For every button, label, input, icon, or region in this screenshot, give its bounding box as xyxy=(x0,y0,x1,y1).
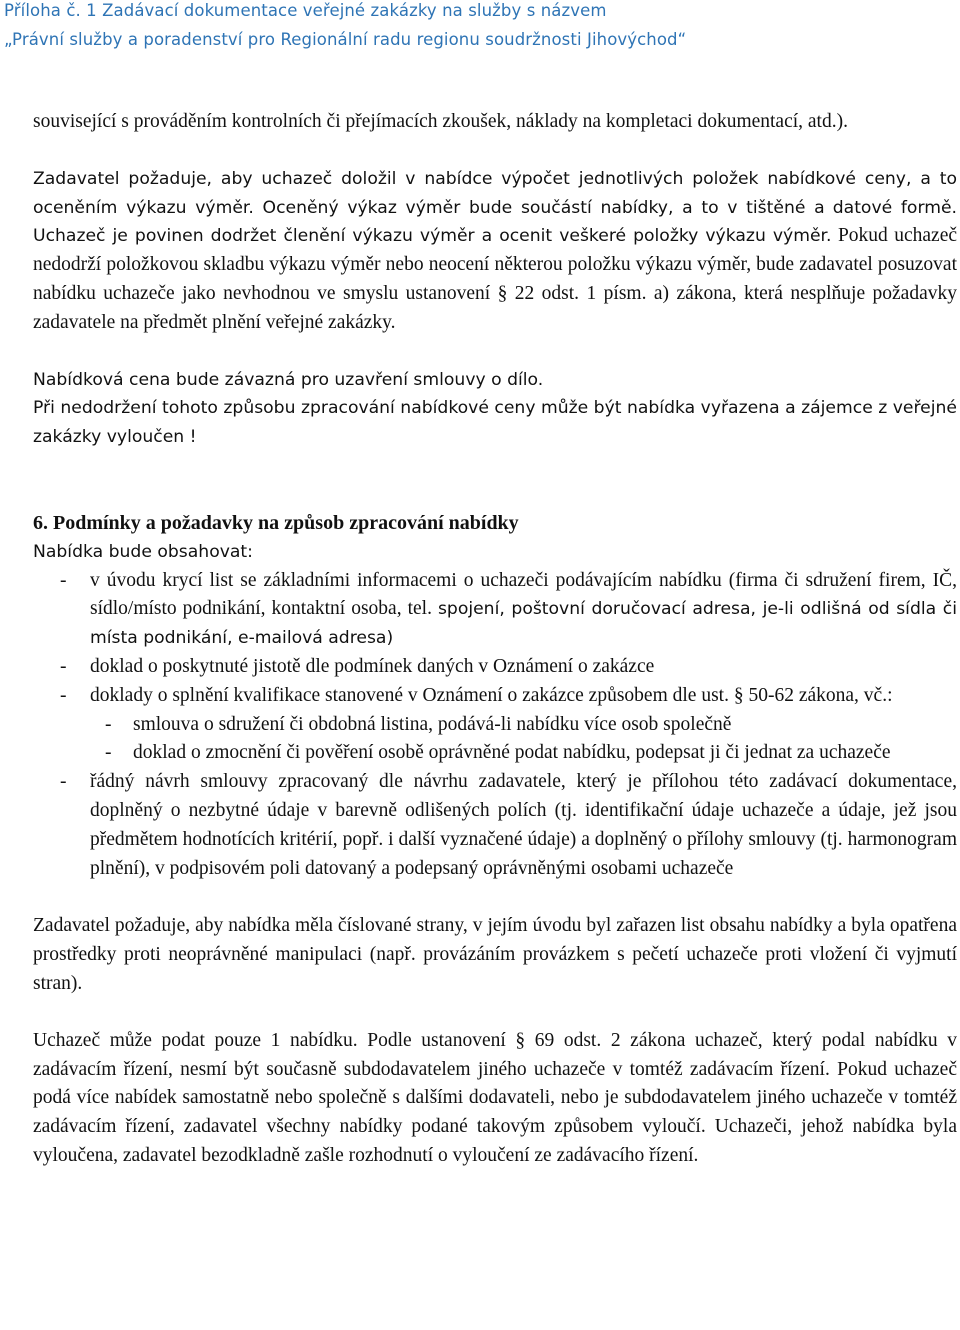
spacer xyxy=(33,452,957,509)
paragraph-price-calculation xyxy=(33,165,957,338)
section-title: 6. Podmínky a požadavky na způsob zpracování nabídky xyxy=(33,511,519,534)
sublist-item xyxy=(33,711,957,740)
paragraph-single-offer xyxy=(33,1027,957,1171)
paragraph-page-numbering: Zadavatel požaduje, aby nabídka měla číslované strany, v jejím úvodu byl zařazen list obsahu nabídky a byla opatřena prostředky proti neoprávněné manipulaci (např. provázáním provázkem s pečetí uchazeče proti vložení či vyjmutí stran). xyxy=(33,915,957,994)
header-attachment-line: Příloha č. 1 Zadávací dokumentace veřejné zakázky na služby s názvem xyxy=(4,1,607,20)
text-segment-subcontractor-rule: Podle ustanovení § 69 odst. 2 zákona uchazeč, který podal nabídku v zadávacím řízení, nesmí být současně subdodavatelem jiného uchazeče v tomtéž zadávacím řízení. Pokud uchazeč podá více nabídek samostatně nebo společně s dalšími dodavateli, nebo je subdodavatelem jiného uchazeče v tomtéž zadávacím řízení, zadavatel všechny nabídky podané takovým způsobem vyloučí. Uchazeči, jehož nabídka byla vyloučena, zadavatel bezodkladně zašle rozhodnutí o vyloučení ze zadávacího řízení. xyxy=(33,1029,957,1166)
list-item xyxy=(33,682,957,768)
list-item-text: doklad o poskytnuté jistotě dle podmínek daných v Oznámení o zakázce xyxy=(90,655,655,677)
list-item-text: doklady o splnění kvalifikace stanovené v Oznámení o zakázce způsobem dle ust. § 50-62 zákona, vč.: xyxy=(90,684,893,706)
text-segment-requirement: Zadavatel požaduje, aby uchazeč doložil v nabídce výpočet jednotlivých položek nabídkové ceny, a to oceněním výkazu výměr. Oceněný výkaz výměr bude součástí nabídky, a to v tištěné a xyxy=(33,168,957,218)
document-body xyxy=(33,108,957,1171)
spacer xyxy=(33,338,957,366)
list-item xyxy=(33,653,957,682)
spacer xyxy=(33,883,957,912)
qualification-sublist xyxy=(33,711,957,769)
list-item-text: v úvodu krycí list se základními informacemi o uchazeči podávajícím nabídku (firma či sdružení firem, IČ, sídlo/místo podnikání, kontaktní osoba, tel. xyxy=(90,569,957,620)
header-contract-title: „Právní služby a poradenství pro Regionální radu regionu soudržnosti Jihovýchod“ xyxy=(4,30,687,49)
text-segment-format: datové formě. Uchazeč je povinen dodržet členění výkazu výměr a ocenit veškeré položky výkazu výměr. xyxy=(33,197,957,247)
list-item xyxy=(33,768,957,883)
paragraph-exclusion-warning: Při nedodržení tohoto způsobu zpracování nabídkové ceny může být nabídka vyřazena a zájemce z veřejné zakázky vyloučen ! xyxy=(33,398,957,448)
spacer xyxy=(33,137,957,165)
paragraph-costs-continuation: související s prováděním kontrolních či přejímacích zkoušek, náklady na kompletaci dokumentací, atd.). xyxy=(33,111,848,132)
section-intro: Nabídka bude obsahovat: xyxy=(33,541,253,562)
list-item xyxy=(33,567,957,653)
sublist-item xyxy=(33,739,957,768)
sublist-item-text: doklad o zmocnění či pověření osobě oprávněné podat nabídku, podepsat ji či jednat za uchazeče xyxy=(133,742,891,764)
sublist-item-text: smlouva o sdružení či obdobná listina, podává-li nabídku více osob společně xyxy=(133,713,732,735)
spacer xyxy=(33,999,957,1027)
text-segment-law-reference: a) zákona, která nesplňuje požadavky zadavatele na předmět plnění veřejné zakázky. xyxy=(33,282,957,333)
paragraph-binding-price: Nabídková cena bude závazná pro uzavření smlouvy o dílo. xyxy=(33,369,544,390)
document-header xyxy=(0,0,960,58)
list-item-text: řádný návrh smlouvy zpracovaný dle návrhu zadavatele, který je přílohou této zadávací dokumentace, doplněný o nezbytné údaje v barevně odlišených polích (tj. identifikační údaje uchazeče a údaje, jež jsou předmětem hodnotících kritérií, popř. i další vyznačené údaje) a doplněný o přílohy smlouvy (tj. harmonogram plnění), v podpisovém poli datovaný a podepsaný oprávněnými osobami uchazeče xyxy=(90,771,957,879)
text-segment-exclusion: Pokud uchazeč nedodrží položkovou skladbu výkazu výměr nebo neocení některou položku výkazu výměr, bude zadavatel posuzovat nabídku uchazeče jako nevhodnou ve smyslu ustanovení § 22 odst. 1 písm. xyxy=(33,225,958,304)
text-segment-one-offer: Uchazeč může podat pouze 1 nabídku. xyxy=(33,1029,358,1051)
list-item-text-continued: spojení, poštovní doručovací adresa, je-li odlišná od sídla či místa podnikání, e-mailová adresa) xyxy=(90,599,957,649)
offer-contents-list xyxy=(33,567,957,884)
